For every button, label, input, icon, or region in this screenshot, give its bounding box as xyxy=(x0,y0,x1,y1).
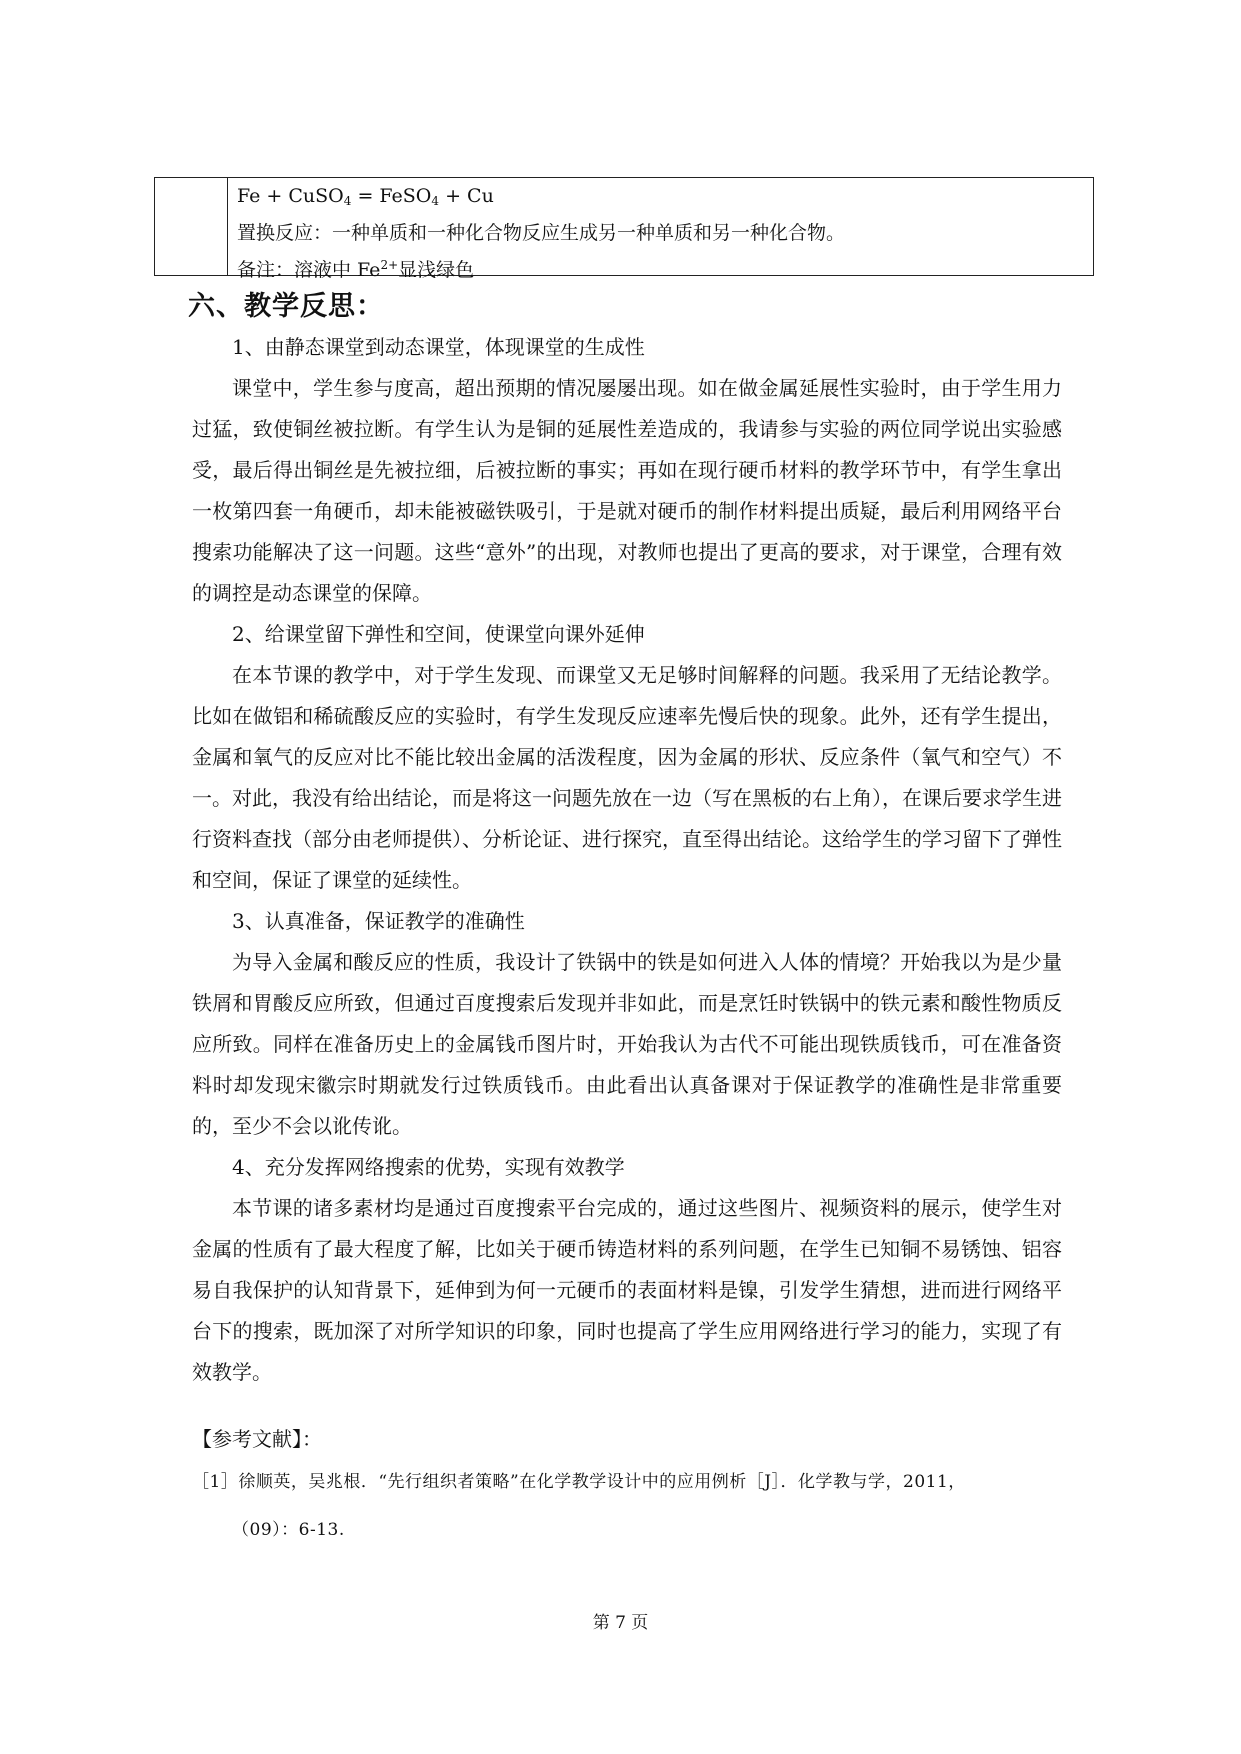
chemical-equation: Fe + CuSO$_4$ = FeSO$_4$ + Cu xyxy=(237,185,494,208)
subheading-2: 2、给课堂留下弹性和空间，使课堂向课外延伸 xyxy=(232,622,645,646)
subheading-3: 3、认真准备，保证教学的准确性 xyxy=(232,909,525,933)
reference-line-1: ［1］徐顺英，吴兆根．“先行组织者策略”在化学教学设计中的应用例析［J］．化学教与学，2011， xyxy=(192,1472,966,1492)
reference-item xyxy=(192,1458,1062,1554)
section-title: 六、教学反思： xyxy=(188,291,384,322)
subheading-1: 1、由静态课堂到动态课堂，体现课堂的生成性 xyxy=(232,335,645,359)
references-heading: 【参考文献】： xyxy=(192,1427,322,1451)
paragraph-3: 为导入金属和酸反应的性质，我设计了铁锅中的铁是如何进入人体的情境？开始我以为是少量铁屑和胃酸反应所致，但通过百度搜索后发现并非如此，而是烹饪时铁锅中的铁元素和酸性物质反应所致。同样在准备历史上的金属钱币图片时，开始我认为古代不可能出现铁质钱币，可在准备资料时却发现宋徽宗时期就发行过铁质钱币。由此看出认真备课对于保证教学的准确性是非常重要的，至少不会以讹传讹。 xyxy=(192,950,1062,1138)
displacement-definition: 置换反应：一种单质和一种化合物反应生成另一种单质和另一种化合物。 xyxy=(237,222,846,244)
reference-line-2: （09）：6-13. xyxy=(232,1520,345,1540)
equation-table xyxy=(154,177,1094,281)
table-right-cell xyxy=(237,180,1087,286)
remark-note: 备注：溶液中 $Fe^{2+}$显浅绿色 xyxy=(237,258,475,281)
paragraph-2: 在本节课的教学中，对于学生发现、而课堂又无足够时间解释的问题。我采用了无结论教学。比如在做铝和稀硫酸反应的实验时，有学生发现反应速率先慢后快的现象。此外，还有学生提出，金属和氧气的反应对比不能比较出金属的活泼程度，因为金属的形状、反应条件（氧气和空气）不一。对此，我没有给出结论，而是将这一问题先放在一边（写在黑板的右上角），在课后要求学生进行资料查找（部分由老师提供）、分析论证、进行探究，直至得出结论。这给学生的学习留下了弹性和空间，保证了课堂的延续性。 xyxy=(192,663,1062,892)
subheading-4: 4、充分发挥网络搜索的优势，实现有效教学 xyxy=(232,1155,625,1179)
paragraph-1: 课堂中，学生参与度高，超出预期的情况屡屡出现。如在做金属延展性实验时，由于学生用力过猛，致使铜丝被拉断。有学生认为是铜的延展性差造成的，我请参与实验的两位同学说出实验感受，最后得出铜丝是先被拉细，后被拉断的事实；再如在现行硬币材料的教学环节中，有学生拿出一枚第四套一角硬币，却未能被磁铁吸引，于是就对硬币的制作材料提出质疑，最后利用网络平台搜索功能解决了这一问题。这些“意外”的出现，对教师也提出了更高的要求，对于课堂，合理有效的调控是动态课堂的保障。 xyxy=(192,376,1062,605)
page-number: 第 7 页 xyxy=(592,1613,649,1633)
paragraph-4: 本节课的诸多素材均是通过百度搜索平台完成的，通过这些图片、视频资料的展示，使学生对金属的性质有了最大程度了解，比如关于硬币铸造材料的系列问题，在学生已知铜不易锈蚀、铝容易自我保护的认知背景下，延伸到为何一元硬币的表面材料是镍，引发学生猜想，进而进行网络平台下的搜索，既加深了对所学知识的印象，同时也提高了学生应用网络进行学习的能力，实现了有效教学。 xyxy=(192,1196,1062,1384)
reflection-body xyxy=(192,327,1062,1393)
table-left-cell xyxy=(155,178,228,275)
